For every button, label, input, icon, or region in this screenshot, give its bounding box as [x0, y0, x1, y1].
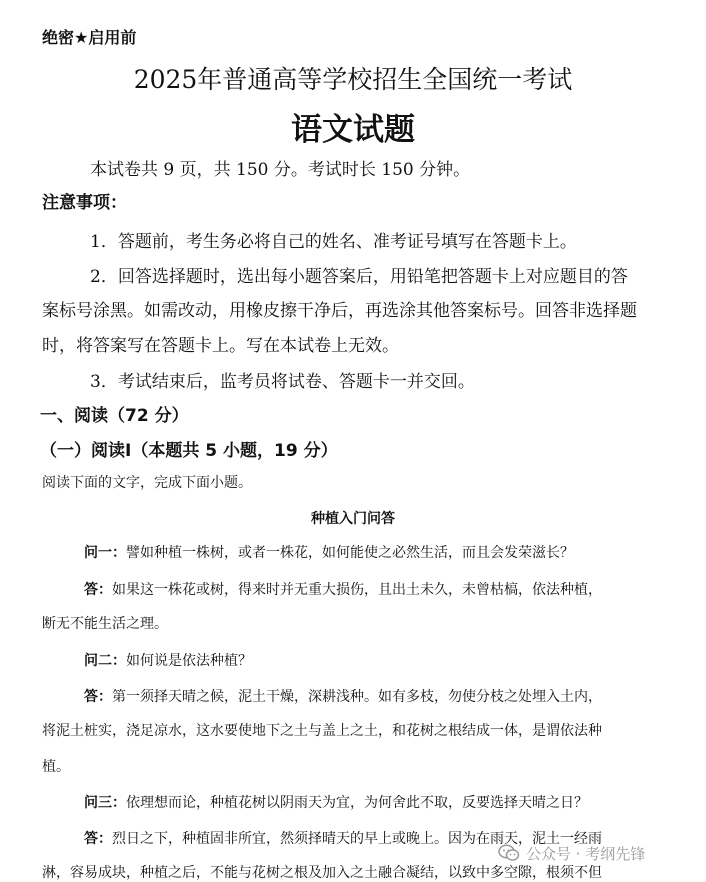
notice-line: 2．回答选择题时，选出每小题答案后，用铅笔把答题卡上对应题目的答 — [90, 267, 628, 287]
watermark — [498, 840, 645, 866]
qa-text: 依理想而论，种植花树以阴雨天为宜，为何舍此不取，反要选择天晴之日？ — [126, 795, 588, 811]
qa-label: 问一： — [84, 545, 126, 561]
article-line — [84, 650, 252, 670]
qa-text: 烈日之下，种植固非所宜，然须择晴天的早上或晚上。因为在雨天，泥土一经雨 — [112, 831, 602, 847]
qa-text: 植。 — [42, 759, 70, 775]
qa-text: 将泥土桩实，浇足凉水，这水要使地下之土与盖上之土，和花树之根结成一体，是谓依法种 — [42, 723, 602, 739]
article-line — [84, 686, 602, 706]
article-line — [42, 720, 602, 740]
qa-label: 问二： — [84, 653, 126, 669]
qa-text: 断无不能生活之理。 — [42, 616, 168, 632]
qa-text: 第一须择天晴之候，泥土干燥，深耕浅种。如有多枝，勿使分枝之处埋入土内， — [112, 689, 602, 705]
article-line — [84, 579, 602, 599]
secret-label: 绝密★启用前 — [42, 28, 137, 47]
subject-title: 语文试题 — [291, 112, 415, 148]
qa-label: 答： — [84, 582, 112, 598]
qa-label: 问三： — [84, 795, 126, 811]
notice-line: 1．答题前，考生务必将自己的姓名、准考证号填写在答题卡上。 — [90, 232, 577, 252]
qa-label: 答： — [84, 689, 112, 705]
qa-text: 譬如种植一株树，或者一株花，如何能使之必然生活，而且会发荣滋长？ — [126, 545, 574, 561]
watermark-text: 公众号 · 考纲先锋 — [526, 844, 646, 863]
qa-text: 如何说是依法种植？ — [126, 653, 252, 669]
qa-text: 淋，容易成块，种植之后，不能与花树之根及加入之土融合凝结，以致中多空隙，根须不但 — [42, 865, 602, 881]
article-line — [84, 792, 588, 812]
notice-heading: 注意事项： — [42, 193, 127, 213]
article-line — [42, 613, 168, 633]
section-heading: 一、阅读（72 分） — [40, 406, 189, 426]
exam-info: 本试卷共 9 页，共 150 分。考试时长 150 分钟。 — [90, 160, 471, 180]
notice-line: 时，将答案写在答题卡上。写在本试卷上无效。 — [42, 336, 399, 356]
notice-line: 案标号涂黑。如需改动，用橡皮擦干净后，再选涂其他答案标号。回答非选择题 — [42, 301, 637, 321]
qa-text: 如果这一株花或树，得来时并无重大损伤，且出土未久，未曾枯槁，依法种植， — [112, 582, 602, 598]
reading-instruction: 阅读下面的文字，完成下面小题。 — [42, 475, 252, 491]
wechat-icon — [498, 844, 520, 862]
article-line — [84, 542, 574, 562]
exam-title: 2025年普通高等学校招生全国统一考试 — [133, 65, 573, 94]
notice-line: 3．考试结束后，监考员将试卷、答题卡一并交回。 — [90, 372, 475, 392]
article-title: 种植入门问答 — [311, 511, 395, 527]
article-line — [42, 756, 70, 776]
qa-label: 答： — [84, 831, 112, 847]
subsection-heading: （一）阅读I（本题共 5 小题，19 分） — [40, 441, 338, 461]
